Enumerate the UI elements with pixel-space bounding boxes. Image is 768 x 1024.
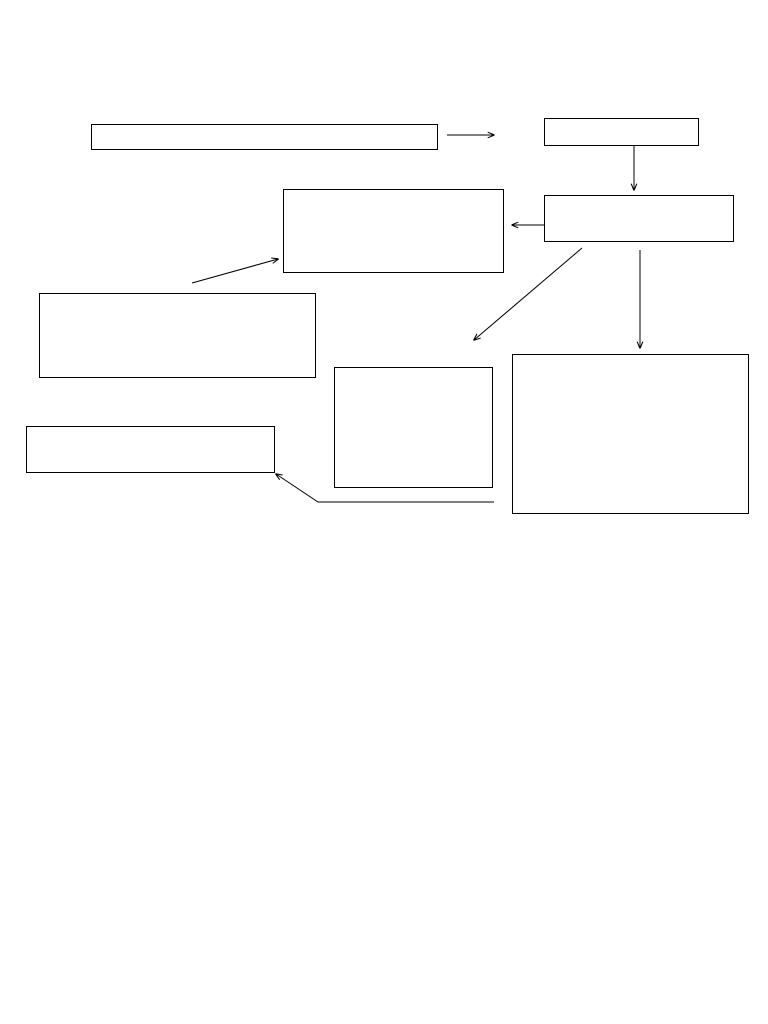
box-dua-tipe-pembelahan — [544, 195, 734, 242]
box-sel-induk-polen — [91, 124, 438, 150]
box-tipe-suksesif — [334, 367, 493, 488]
box-tipe-simultan — [512, 354, 749, 514]
title-wordart — [100, 6, 600, 110]
box-tetrad-kalose — [39, 293, 316, 378]
box-meiosis — [544, 118, 699, 146]
arrow-kalose-to-tetrad — [192, 259, 278, 283]
slide-title — [100, 6, 600, 110]
box-polinium — [26, 426, 275, 473]
box-tetrad-haploid — [283, 189, 504, 273]
